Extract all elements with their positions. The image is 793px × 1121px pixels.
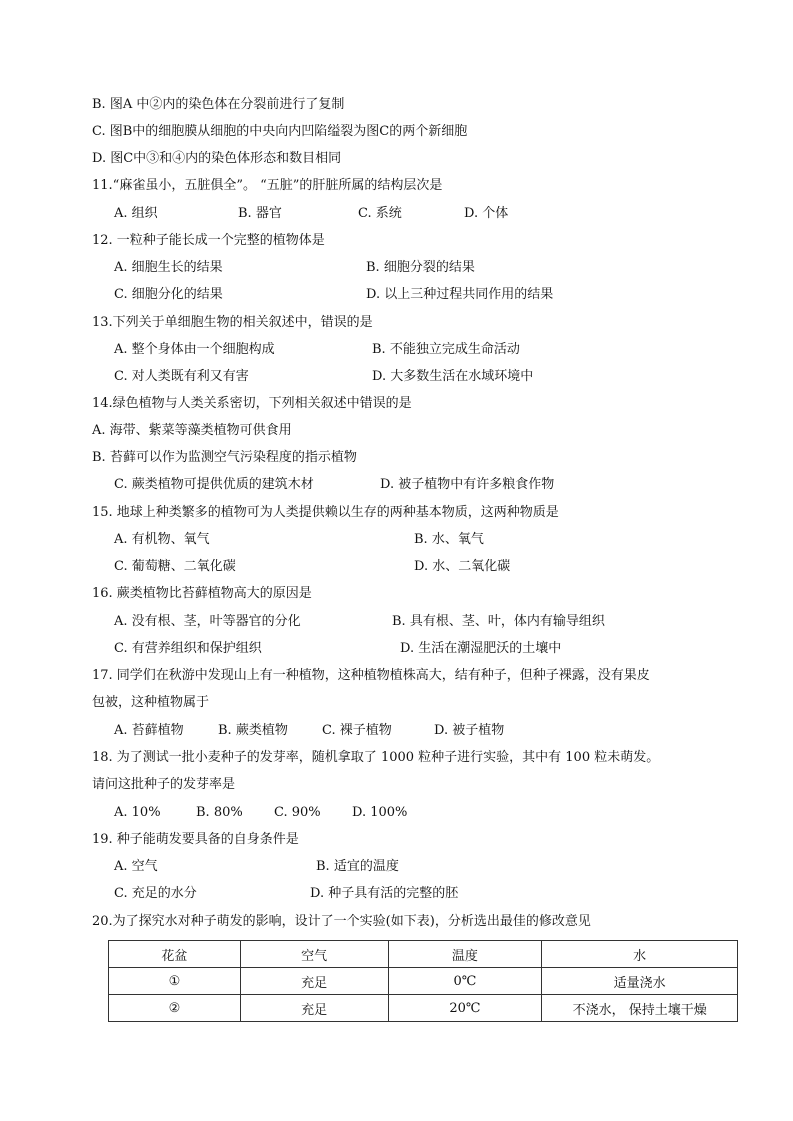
q14-option-d: D. 被子植物中有许多粮食作物 [380, 477, 555, 492]
q17-stem-line2: 包被，这种植物属于 [92, 695, 210, 710]
table-cell: ① [109, 968, 241, 995]
q18-option-d: D. 100% [352, 805, 408, 820]
q12-option-b: B. 细胞分裂的结果 [366, 260, 475, 275]
q10-option-d: D. 图C中③和④内的染色体形态和数目相同 [92, 151, 342, 166]
q15-option-b: B. 水、氧气 [414, 532, 484, 547]
table-cell: ② [109, 995, 241, 1022]
q18-option-a: A. 10% [114, 805, 161, 820]
table-cell: 0℃ [388, 968, 542, 995]
q14-option-c: C. 蕨类植物可提供优质的建筑木材 [114, 477, 314, 492]
q16-stem: 16. 蕨类植物比苔藓植物高大的原因是 [92, 586, 312, 601]
q15-stem: 15. 地球上种类繁多的植物可为人类提供赖以生存的两种基本物质，这两种物质是 [92, 505, 559, 520]
q18-stem-line2: 请问这批种子的发芽率是 [92, 777, 236, 792]
q17-option-b: B. 蕨类植物 [218, 723, 288, 738]
q14-option-b: B. 苔藓可以作为监测空气污染程度的指示植物 [92, 450, 357, 465]
q16-option-d: D. 生活在潮湿肥沃的土壤中 [400, 641, 562, 656]
table-cell: 20℃ [388, 995, 542, 1022]
table-cell: 适量浇水 [542, 968, 738, 995]
q10-option-b: B. 图A 中②内的染色体在分裂前进行了复制 [92, 97, 345, 112]
q20-stem: 20.为了探究水对种子萌发的影响，设计了一个实验(如下表)，分析选出最佳的修改意见 [92, 914, 591, 929]
q16-option-b: B. 具有根、茎、叶，体内有输导组织 [392, 614, 605, 629]
q17-stem-line1: 17. 同学们在秋游中发现山上有一种植物，这种植物植株高大，结有种子，但种子裸露，没有果皮 [92, 668, 650, 683]
table-cell: 充足 [240, 968, 388, 995]
q12-option-d: D. 以上三种过程共同作用的结果 [366, 287, 554, 302]
q13-option-c: C. 对人类既有利又有害 [114, 369, 249, 384]
q11-option-d: D. 个体 [464, 206, 509, 221]
q12-option-c: C. 细胞分化的结果 [114, 287, 223, 302]
q17-option-d: D. 被子植物 [434, 723, 505, 738]
table-cell: 充足 [240, 995, 388, 1022]
q18-option-b: B. 80% [196, 805, 243, 820]
q17-option-a: A. 苔藓植物 [114, 723, 184, 738]
q12-option-a: A. 细胞生长的结果 [114, 260, 223, 275]
q16-option-c: C. 有营养组织和保护组织 [114, 641, 262, 656]
q13-option-d: D. 大多数生活在水域环境中 [372, 369, 534, 384]
table-header: 花盆 [109, 941, 241, 968]
q13-stem: 13.下列关于单细胞生物的相关叙述中，错误的是 [92, 315, 373, 330]
q15-option-c: C. 葡萄糖、二氧化碳 [114, 559, 236, 574]
q14-stem: 14.绿色植物与人类关系密切，下列相关叙述中错误的是 [92, 396, 412, 411]
q19-option-a: A. 空气 [114, 859, 158, 874]
q10-option-c: C. 图B中的细胞膜从细胞的中央向内凹陷缢裂为图C的两个新细胞 [92, 124, 468, 139]
table-header: 空气 [240, 941, 388, 968]
q19-option-b: B. 适宜的温度 [316, 859, 399, 874]
q19-option-d: D. 种子具有活的完整的胚 [310, 886, 459, 901]
table-header: 温度 [388, 941, 542, 968]
q12-stem: 12. 一粒种子能长成一个完整的植物体是 [92, 233, 325, 248]
q19-option-c: C. 充足的水分 [114, 886, 197, 901]
table-header: 水 [542, 941, 738, 968]
table-row [109, 968, 738, 995]
q17-option-c: C. 裸子植物 [322, 723, 392, 738]
q11-stem: 11.“麻雀虽小，五脏俱全”。 “五脏”的肝脏所属的结构层次是 [92, 178, 443, 193]
q15-option-a: A. 有机物、氧气 [114, 532, 210, 547]
q11-option-c: C. 系统 [358, 206, 402, 221]
q18-stem-line1: 18. 为了测试一批小麦种子的发芽率，随机拿取了 1000 粒种子进行实验，其中有 100 粒未萌发。 [92, 750, 660, 765]
q14-option-a: A. 海带、紫菜等藻类植物可供食用 [92, 423, 292, 438]
experiment-table [108, 940, 738, 1022]
table-header-row [109, 941, 738, 968]
q11-option-b: B. 器官 [238, 206, 282, 221]
table-row [109, 995, 738, 1022]
q16-option-a: A. 没有根、茎，叶等器官的分化 [114, 614, 301, 629]
q13-option-b: B. 不能独立完成生命活动 [372, 342, 520, 357]
table-cell: 不浇水， 保持土壤干燥 [542, 995, 738, 1022]
q13-option-a: A. 整个身体由一个细胞构成 [114, 342, 275, 357]
q15-option-d: D. 水、二氧化碳 [414, 559, 511, 574]
q18-option-c: C. 90% [274, 805, 321, 820]
q19-stem: 19. 种子能萌发要具备的自身条件是 [92, 832, 299, 847]
q11-option-a: A. 组织 [114, 206, 158, 221]
